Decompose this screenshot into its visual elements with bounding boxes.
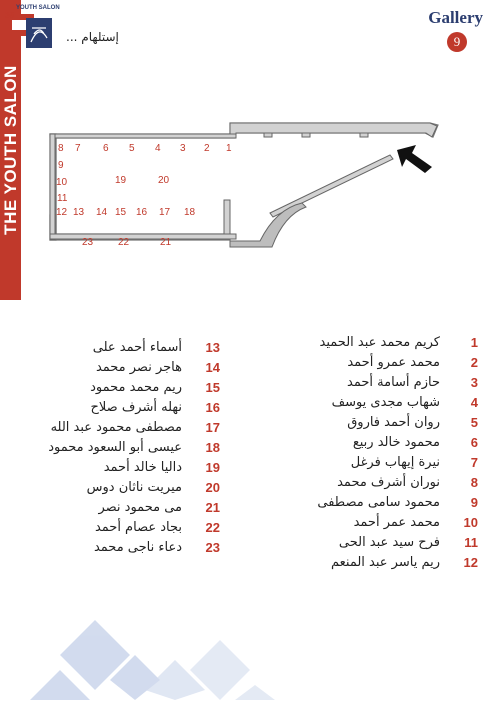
artist-list-left	[20, 340, 220, 560]
list-item-name: هاجر نصر محمد	[95, 360, 182, 375]
list-item	[278, 335, 478, 353]
plan-number-1: 1	[226, 143, 232, 154]
list-item-name: ريم محمد محمود	[90, 380, 182, 395]
list-item	[20, 540, 220, 558]
list-item-number: 14	[205, 360, 220, 375]
logo-text: YOUTH SALON	[16, 5, 60, 11]
list-item-name: كريم محمد عبد الحميد	[319, 335, 440, 350]
list-item	[278, 515, 478, 533]
list-item-number: 18	[205, 440, 220, 455]
plan-number-12: 12	[56, 207, 68, 218]
list-item-number: 12	[463, 555, 478, 570]
list-item-name: نيرة إيهاب فرغل	[350, 455, 440, 470]
list-item-number: 6	[470, 435, 478, 450]
list-item-number: 4	[470, 395, 478, 410]
plan-number-17: 17	[159, 207, 171, 218]
list-item-number: 7	[470, 455, 478, 470]
list-item-number: 8	[470, 475, 478, 490]
gallery-title: Gallery	[428, 8, 483, 27]
plan-number-23: 23	[82, 237, 94, 248]
list-item	[278, 475, 478, 493]
list-item-name: داليا خالد أحمد	[103, 460, 182, 475]
plan-number-21: 21	[160, 237, 172, 248]
list-item	[20, 420, 220, 438]
plan-number-19: 19	[115, 175, 127, 186]
gallery-number-badge: 9	[447, 32, 467, 52]
list-item-number: 17	[205, 420, 220, 435]
list-item	[278, 375, 478, 393]
list-item-number: 21	[205, 500, 220, 515]
plan-number-20: 20	[158, 175, 170, 186]
list-item	[278, 555, 478, 573]
list-item-name: شهاب مجدى يوسف	[331, 395, 440, 410]
list-item-name: نهله أشرف صلاح	[90, 400, 182, 415]
list-item	[20, 520, 220, 538]
plan-number-11: 11	[57, 193, 68, 204]
list-item-name: محمد عمرو أحمد	[347, 355, 440, 370]
list-item	[278, 435, 478, 453]
list-item-name: محمود خالد ربيع	[352, 435, 440, 450]
plan-number-4: 4	[155, 143, 161, 154]
plan-number-16: 16	[136, 207, 148, 218]
list-item-name: بجاد عصام أحمد	[94, 520, 182, 535]
list-item-number: 16	[205, 400, 220, 415]
plan-number-7: 7	[75, 143, 81, 154]
list-item	[278, 535, 478, 553]
list-item	[20, 360, 220, 378]
list-item-name: مى محمود نصر	[98, 500, 182, 515]
list-item-number: 1	[470, 335, 478, 350]
youth-salon-logo	[4, 4, 64, 52]
list-item-name: مصطفى محمود عبد الله	[50, 420, 182, 435]
floor-plan-walls	[40, 115, 440, 265]
list-item-name: نوران أشرف محمد	[337, 475, 440, 490]
list-item	[20, 500, 220, 518]
plan-number-13: 13	[73, 207, 85, 218]
list-item	[20, 440, 220, 458]
list-item-name: فرح سيد عبد الحى	[338, 535, 440, 550]
list-item	[20, 480, 220, 498]
list-item	[20, 380, 220, 398]
list-item-name: ريم ياسر عبد المنعم	[330, 555, 440, 570]
list-item-number: 13	[205, 340, 220, 355]
list-item	[278, 495, 478, 513]
list-item	[278, 355, 478, 373]
plan-number-3: 3	[180, 143, 186, 154]
list-item-number: 9	[470, 495, 478, 510]
list-item-name: محمود سامى مصطفى	[317, 495, 440, 510]
list-item-number: 20	[205, 480, 220, 495]
banner-text: THE YOUTH SALON	[0, 65, 20, 235]
list-item-name: أسماء أحمد على	[92, 340, 182, 355]
list-item	[278, 395, 478, 413]
list-item-number: 3	[470, 375, 478, 390]
list-item-number: 5	[470, 415, 478, 430]
list-item-name: دعاء ناجى محمد	[93, 540, 182, 555]
list-item	[20, 460, 220, 478]
list-item	[278, 415, 478, 433]
list-item-number: 11	[464, 535, 478, 550]
list-item-name: ميريت ناثان دوس	[86, 480, 182, 495]
list-item-number: 10	[463, 515, 478, 530]
list-item-name: محمد عمر أحمد	[353, 515, 440, 530]
plan-number-6: 6	[103, 143, 109, 154]
list-item	[20, 340, 220, 358]
list-item-name: عيسى أبو السعود محمود	[48, 440, 182, 455]
decorative-pattern	[0, 600, 495, 700]
floor-plan	[40, 115, 440, 265]
plan-number-14: 14	[96, 207, 108, 218]
plan-number-2: 2	[204, 143, 210, 154]
list-item-number: 22	[205, 520, 220, 535]
list-item-number: 19	[205, 460, 220, 475]
artist-list-right	[278, 335, 478, 575]
list-item	[20, 400, 220, 418]
plan-number-15: 15	[115, 207, 127, 218]
list-item-name: روان أحمد فاروق	[347, 415, 440, 430]
plan-number-5: 5	[129, 143, 135, 154]
plan-number-18: 18	[184, 207, 196, 218]
list-item	[278, 455, 478, 473]
list-item-number: 2	[470, 355, 478, 370]
tagline: إستلهام ...	[66, 30, 119, 44]
logo-number: 35	[5, 11, 14, 20]
list-item-number: 23	[205, 540, 220, 555]
plan-number-9: 9	[58, 160, 64, 171]
plan-number-22: 22	[118, 237, 130, 248]
plan-number-8: 8	[58, 143, 64, 154]
list-item-name: حازم أسامة أحمد	[347, 375, 440, 390]
list-item-number: 15	[205, 380, 220, 395]
plan-number-10: 10	[56, 177, 68, 188]
